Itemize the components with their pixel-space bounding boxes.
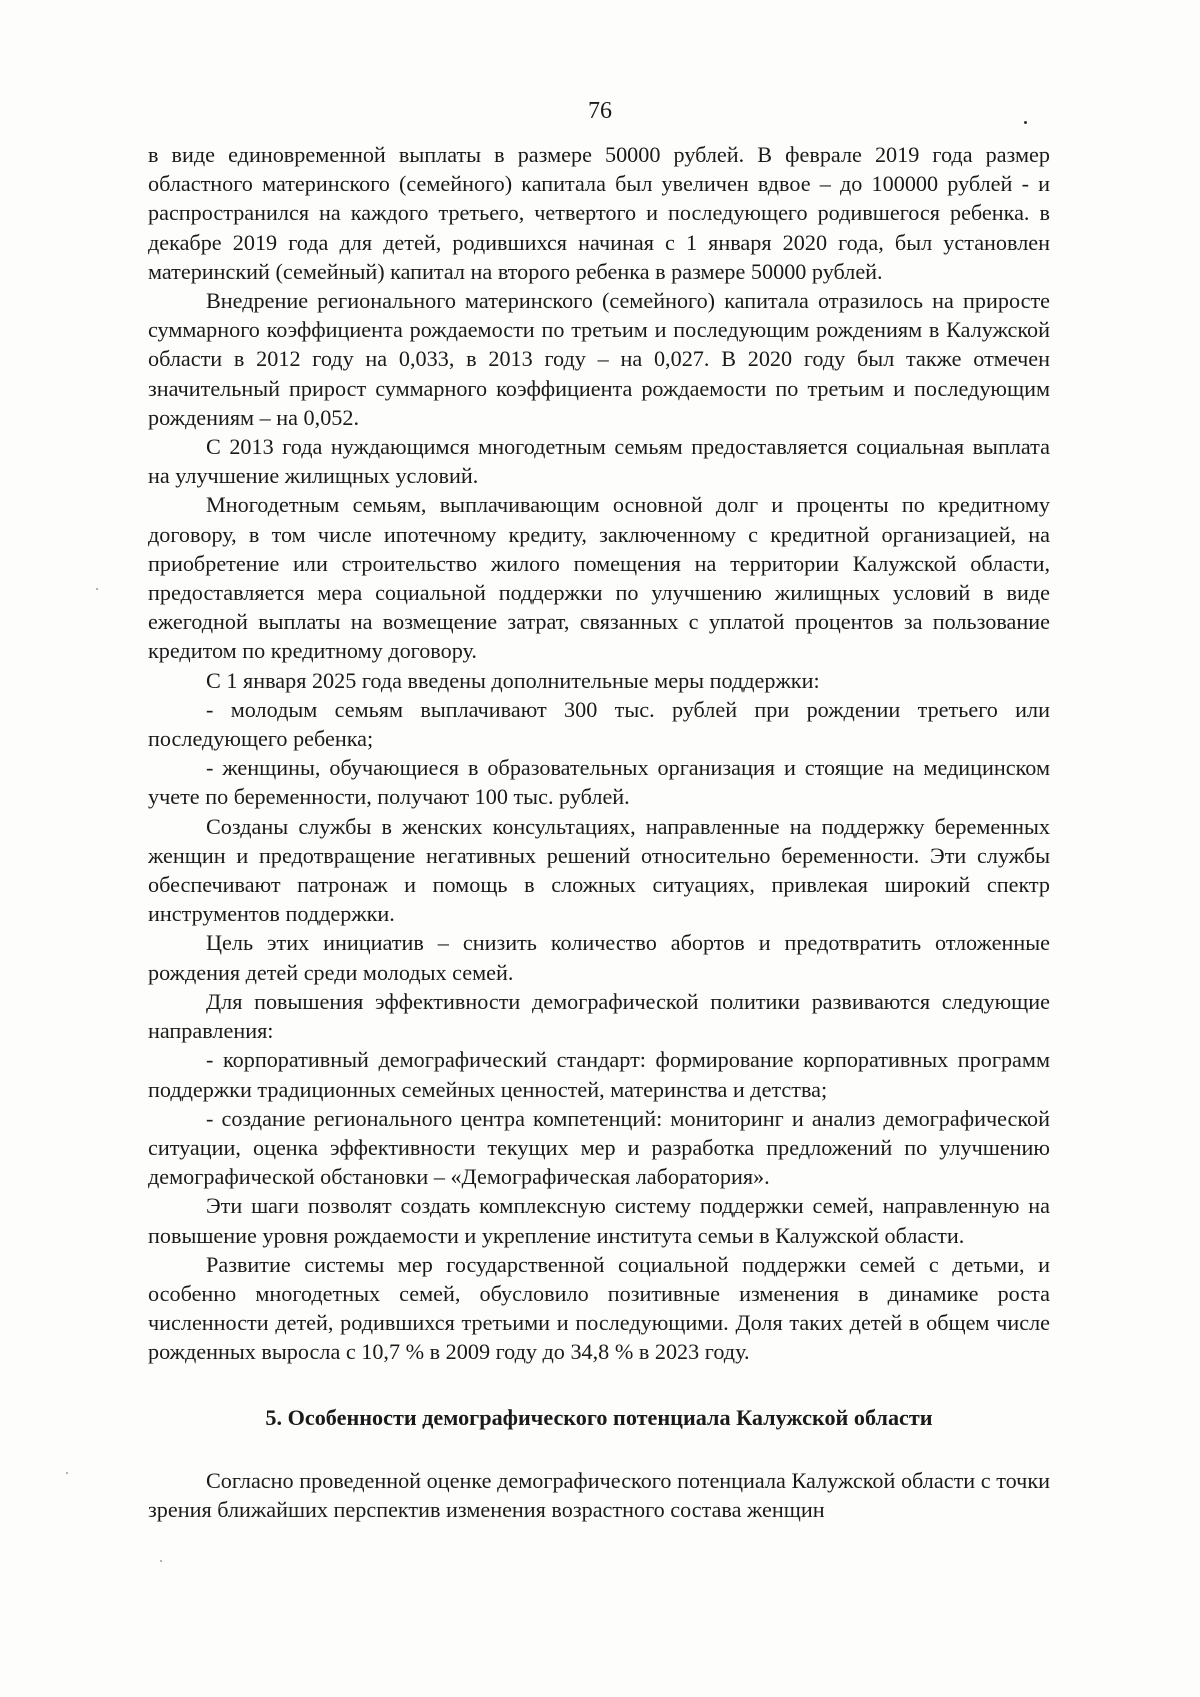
paragraph-comprehensive-system: Эти шаги позволят создать комплексную систему поддержки семей, направленную на повышение уровня рождаемости и укрепление института семьи в Калужской области. [148, 1193, 1050, 1248]
paragraph-goal: Цель этих инициатив – снизить количество абортов и предотвратить отложенные рождения детей среди молодых семей. [148, 930, 1050, 985]
scan-mark [66, 1472, 68, 1474]
list-item-corporate-standard: - корпоративный демографический стандарт: формирование корпоративных программ поддержки традиционных семейных ценностей, материнства и детства; [148, 1047, 1050, 1102]
paragraph-third-births-share: Развитие системы мер государственной социальной поддержки семей с детьми, и особенно многодетных семей, обусловило позитивные изменения в динамике роста численности детей, родившихся третьими и последующими. Доля таких детей в общем числе рожденных выросла с 10,7 % в 2009 году до 34,8 % в 2023 году. [148, 1251, 1050, 1365]
page-number: 76 [588, 98, 612, 124]
paragraph-continuation: в виде единовременной выплаты в размере 50000 рублей. В феврале 2019 года размер областного материнского (семейного) капитала был увеличен вдвое – до 100000 рублей - и распространился на каждого третьего, четвертого и последующего родившегося ребенка. в декабре 2019 года для детей, родившихся начиная с 1 января 2020 года, был установлен материнский (семейный) капитал на второго ребенка в размере 50000 рублей. [148, 142, 1050, 284]
paragraph-regional-capital: Внедрение регионального материнского (семейного) капитала отразилось на приросте суммарного коэффициента рождаемости по третьим и последующим рождениям в Калужской области в 2012 году на 0,033, в 2013 году – на 0,027. В 2020 году был также отмечен значительный прирост суммарного коэффициента рождаемости по третьим и последующим рождениям – на 0,052. [148, 288, 1050, 430]
paragraph-2025-measures: С 1 января 2025 года введены дополнительные меры поддержки: [206, 667, 820, 693]
scan-mark [160, 1560, 162, 1562]
list-item-students: - женщины, обучающиеся в образовательных организация и стоящие на медицинском учете по беременности, получают 100 тыс. рублей. [148, 755, 1050, 810]
paragraph-potential-assessment: Согласно проведенной оценке демографического потенциала Калужской области с точки зрения ближайших перспектив изменения возрастного состава женщин [148, 1467, 1050, 1522]
list-item-competence-center: - создание регионального центра компетенций: мониторинг и анализ демографической ситуации, оценка эффективности текущих мер и разработка предложений по улучшению демографической обстановки – «Демографическая лаборатория». [148, 1105, 1050, 1190]
paragraph-mortgage-support: Многодетным семьям, выплачивающим основной долг и проценты по кредитному договору, в том числе ипотечному кредиту, заключенному с кредитной организацией, на приобретение или строительство жилого помещения на территории Калужской области, предоставляется мера социальной поддержки по улучшению жилищных условий в виде ежегодной выплаты на возмещение затрат, связанных с уплатой процентов за пользование кредитом по кредитному договору. [148, 492, 1050, 664]
list-item-young-families: - молодым семьям выплачивают 300 тыс. рублей при рождении третьего или последующего ребенка; [148, 696, 1050, 752]
paragraph-housing-payment: С 2013 года нуждающимся многодетным семьям предоставляется социальная выплата на улучшение жилищных условий. [148, 434, 1050, 489]
section-heading: 5. Особенности демографического потенциала Калужской области [265, 1404, 933, 1430]
paragraph-consultation-services: Созданы службы в женских консультациях, направленные на поддержку беременных женщин и предотвращение негативных решений относительно беременности. Эти службы обеспечивают патронаж и помощь в сложных ситуациях, привлекая широкий спектр инструментов поддержки. [148, 813, 1050, 927]
scan-mark [96, 588, 98, 590]
paragraph-directions: Для повышения эффективности демографической политики развиваются следующие направления: [148, 988, 1050, 1044]
document-body [148, 140, 1050, 1524]
scan-speck [1024, 121, 1027, 124]
